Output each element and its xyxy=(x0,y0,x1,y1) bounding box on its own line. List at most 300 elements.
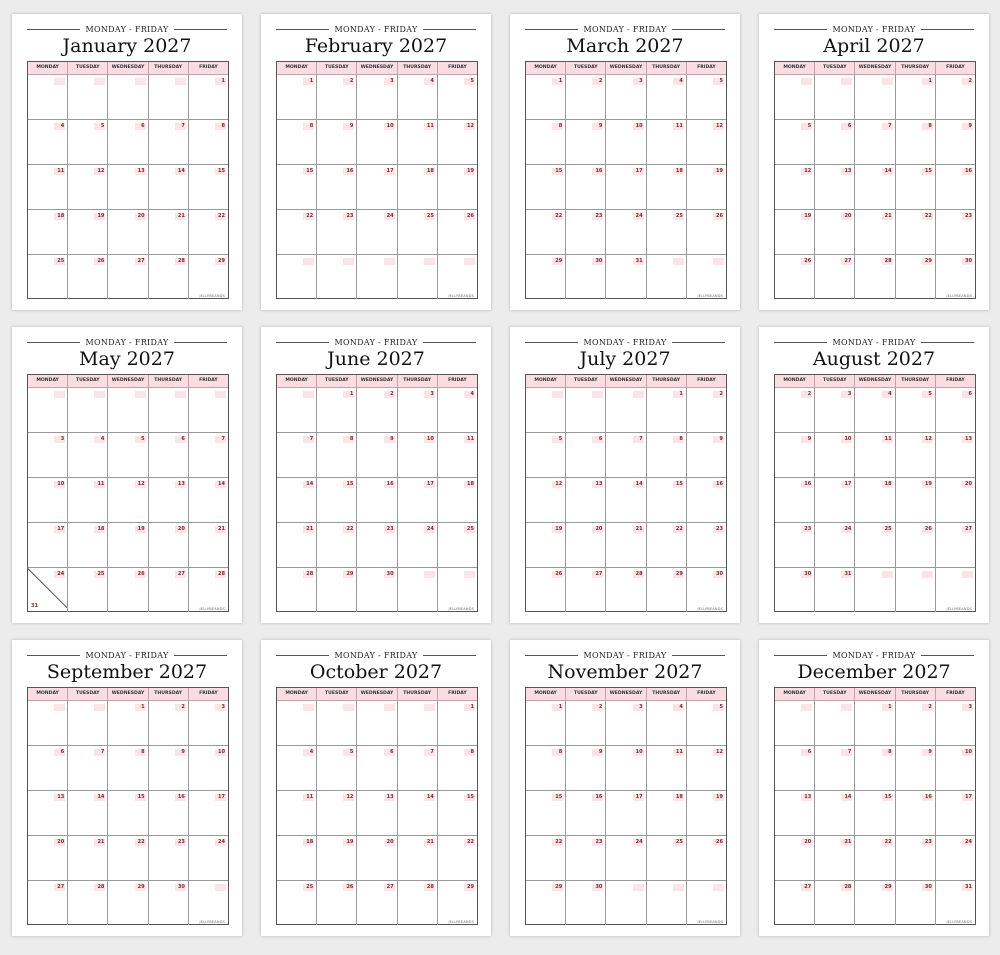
day-cell[interactable] xyxy=(28,75,67,119)
day-cell[interactable] xyxy=(895,791,935,835)
day-cell[interactable] xyxy=(935,523,975,567)
day-cell[interactable] xyxy=(854,478,894,522)
day-cell[interactable] xyxy=(854,881,894,925)
day-cell[interactable] xyxy=(28,568,67,612)
day-cell[interactable] xyxy=(526,836,565,880)
day-cell[interactable] xyxy=(397,568,437,612)
day-cell[interactable] xyxy=(814,568,854,612)
day-cell[interactable] xyxy=(397,255,437,299)
day-cell[interactable] xyxy=(895,746,935,790)
day-cell[interactable] xyxy=(28,388,67,432)
day-cell[interactable] xyxy=(188,75,228,119)
day-cell[interactable] xyxy=(814,210,854,254)
day-cell[interactable] xyxy=(28,836,67,880)
day-cell[interactable] xyxy=(775,701,814,745)
day-cell[interactable] xyxy=(526,120,565,164)
day-cell[interactable] xyxy=(67,75,107,119)
day-cell[interactable] xyxy=(605,433,645,477)
day-cell[interactable] xyxy=(686,746,726,790)
day-cell[interactable] xyxy=(854,568,894,612)
day-cell[interactable] xyxy=(895,836,935,880)
day-cell[interactable] xyxy=(67,433,107,477)
day-cell[interactable] xyxy=(397,120,437,164)
day-cell[interactable] xyxy=(28,255,67,299)
day-cell[interactable] xyxy=(895,210,935,254)
day-cell[interactable] xyxy=(148,255,188,299)
day-cell[interactable] xyxy=(437,881,477,925)
day-cell[interactable] xyxy=(935,210,975,254)
day-cell[interactable] xyxy=(646,255,686,299)
day-cell[interactable] xyxy=(565,433,605,477)
day-cell[interactable] xyxy=(148,388,188,432)
day-cell[interactable] xyxy=(895,523,935,567)
day-cell[interactable] xyxy=(356,523,396,567)
day-cell[interactable] xyxy=(28,478,67,522)
day-cell[interactable] xyxy=(316,791,356,835)
day-cell[interactable] xyxy=(356,568,396,612)
day-cell[interactable] xyxy=(316,881,356,925)
day-cell[interactable] xyxy=(565,836,605,880)
day-cell[interactable] xyxy=(188,791,228,835)
day-cell[interactable] xyxy=(526,568,565,612)
day-cell[interactable] xyxy=(437,523,477,567)
day-cell[interactable] xyxy=(277,478,316,522)
day-cell[interactable] xyxy=(437,120,477,164)
day-cell[interactable] xyxy=(437,701,477,745)
day-cell[interactable] xyxy=(646,75,686,119)
day-cell[interactable] xyxy=(895,165,935,209)
day-cell[interactable] xyxy=(526,433,565,477)
day-cell[interactable] xyxy=(854,701,894,745)
day-cell[interactable] xyxy=(565,478,605,522)
day-cell[interactable] xyxy=(526,255,565,299)
day-cell[interactable] xyxy=(148,881,188,925)
day-cell[interactable] xyxy=(316,478,356,522)
day-cell[interactable] xyxy=(277,255,316,299)
day-cell[interactable] xyxy=(854,836,894,880)
day-cell[interactable] xyxy=(28,120,67,164)
day-cell[interactable] xyxy=(646,523,686,567)
day-cell[interactable] xyxy=(526,881,565,925)
day-cell[interactable] xyxy=(565,210,605,254)
day-cell[interactable] xyxy=(356,388,396,432)
day-cell[interactable] xyxy=(935,791,975,835)
day-cell[interactable] xyxy=(67,881,107,925)
day-cell[interactable] xyxy=(605,746,645,790)
day-cell[interactable] xyxy=(188,165,228,209)
day-cell[interactable] xyxy=(686,836,726,880)
day-cell[interactable] xyxy=(686,881,726,925)
day-cell[interactable] xyxy=(895,120,935,164)
day-cell[interactable] xyxy=(148,523,188,567)
day-cell[interactable] xyxy=(646,836,686,880)
day-cell[interactable] xyxy=(107,120,147,164)
day-cell[interactable] xyxy=(316,210,356,254)
day-cell[interactable] xyxy=(107,568,147,612)
day-cell[interactable] xyxy=(686,433,726,477)
day-cell[interactable] xyxy=(397,523,437,567)
day-cell[interactable] xyxy=(277,388,316,432)
day-cell[interactable] xyxy=(854,210,894,254)
day-cell[interactable] xyxy=(148,433,188,477)
day-cell[interactable] xyxy=(437,210,477,254)
day-cell[interactable] xyxy=(316,836,356,880)
day-cell[interactable] xyxy=(814,478,854,522)
day-cell[interactable] xyxy=(67,120,107,164)
day-cell[interactable] xyxy=(605,255,645,299)
day-cell[interactable] xyxy=(397,746,437,790)
day-cell[interactable] xyxy=(526,478,565,522)
day-cell[interactable] xyxy=(935,701,975,745)
day-cell[interactable] xyxy=(775,791,814,835)
day-cell[interactable] xyxy=(646,388,686,432)
day-cell[interactable] xyxy=(526,75,565,119)
day-cell[interactable] xyxy=(437,791,477,835)
day-cell[interactable] xyxy=(397,881,437,925)
day-cell[interactable] xyxy=(935,388,975,432)
day-cell[interactable] xyxy=(437,433,477,477)
day-cell[interactable] xyxy=(775,388,814,432)
day-cell[interactable] xyxy=(605,523,645,567)
day-cell[interactable] xyxy=(895,75,935,119)
day-cell[interactable] xyxy=(565,255,605,299)
day-cell[interactable] xyxy=(526,165,565,209)
day-cell[interactable] xyxy=(356,165,396,209)
day-cell[interactable] xyxy=(107,523,147,567)
day-cell[interactable] xyxy=(148,836,188,880)
day-cell[interactable] xyxy=(28,210,67,254)
day-cell[interactable] xyxy=(277,433,316,477)
day-cell[interactable] xyxy=(605,881,645,925)
day-cell[interactable] xyxy=(935,165,975,209)
day-cell[interactable] xyxy=(814,75,854,119)
day-cell[interactable] xyxy=(686,701,726,745)
day-cell[interactable] xyxy=(775,255,814,299)
day-cell[interactable] xyxy=(526,388,565,432)
day-cell[interactable] xyxy=(565,165,605,209)
day-cell[interactable] xyxy=(646,478,686,522)
day-cell[interactable] xyxy=(775,478,814,522)
day-cell[interactable] xyxy=(565,120,605,164)
day-cell[interactable] xyxy=(28,523,67,567)
day-cell[interactable] xyxy=(188,701,228,745)
day-cell[interactable] xyxy=(437,388,477,432)
day-cell[interactable] xyxy=(565,881,605,925)
day-cell[interactable] xyxy=(188,523,228,567)
day-cell[interactable] xyxy=(565,388,605,432)
day-cell[interactable] xyxy=(935,881,975,925)
day-cell[interactable] xyxy=(188,568,228,612)
day-cell[interactable] xyxy=(397,388,437,432)
day-cell[interactable] xyxy=(605,165,645,209)
day-cell[interactable] xyxy=(397,165,437,209)
day-cell[interactable] xyxy=(28,433,67,477)
day-cell[interactable] xyxy=(188,478,228,522)
day-cell[interactable] xyxy=(526,523,565,567)
day-cell[interactable] xyxy=(814,746,854,790)
day-cell[interactable] xyxy=(854,523,894,567)
day-cell[interactable] xyxy=(107,836,147,880)
day-cell[interactable] xyxy=(605,478,645,522)
day-cell[interactable] xyxy=(854,255,894,299)
day-cell[interactable] xyxy=(67,568,107,612)
day-cell[interactable] xyxy=(67,478,107,522)
day-cell[interactable] xyxy=(935,568,975,612)
day-cell[interactable] xyxy=(854,791,894,835)
day-cell[interactable] xyxy=(686,478,726,522)
day-cell[interactable] xyxy=(686,120,726,164)
day-cell[interactable] xyxy=(188,120,228,164)
day-cell[interactable] xyxy=(646,791,686,835)
day-cell[interactable] xyxy=(107,210,147,254)
day-cell[interactable] xyxy=(188,433,228,477)
day-cell[interactable] xyxy=(148,791,188,835)
day-cell[interactable] xyxy=(28,746,67,790)
day-cell[interactable] xyxy=(854,75,894,119)
day-cell[interactable] xyxy=(148,75,188,119)
day-cell[interactable] xyxy=(316,433,356,477)
day-cell[interactable] xyxy=(107,433,147,477)
day-cell[interactable] xyxy=(935,746,975,790)
day-cell[interactable] xyxy=(437,75,477,119)
day-cell[interactable] xyxy=(277,746,316,790)
day-cell[interactable] xyxy=(437,746,477,790)
day-cell[interactable] xyxy=(107,255,147,299)
day-cell[interactable] xyxy=(526,701,565,745)
day-cell[interactable] xyxy=(814,523,854,567)
day-cell[interactable] xyxy=(605,120,645,164)
day-cell[interactable] xyxy=(397,210,437,254)
day-cell[interactable] xyxy=(277,523,316,567)
day-cell[interactable] xyxy=(28,791,67,835)
day-cell[interactable] xyxy=(854,433,894,477)
day-cell[interactable] xyxy=(814,881,854,925)
day-cell[interactable] xyxy=(605,791,645,835)
day-cell[interactable] xyxy=(814,388,854,432)
day-cell[interactable] xyxy=(107,881,147,925)
day-cell[interactable] xyxy=(277,881,316,925)
day-cell[interactable] xyxy=(895,881,935,925)
day-cell[interactable] xyxy=(895,478,935,522)
day-cell[interactable] xyxy=(67,165,107,209)
day-cell[interactable] xyxy=(148,478,188,522)
day-cell[interactable] xyxy=(277,836,316,880)
day-cell[interactable] xyxy=(397,701,437,745)
day-cell[interactable] xyxy=(646,568,686,612)
day-cell[interactable] xyxy=(188,255,228,299)
day-cell[interactable] xyxy=(775,523,814,567)
day-cell[interactable] xyxy=(277,120,316,164)
day-cell[interactable] xyxy=(895,433,935,477)
day-cell[interactable] xyxy=(397,433,437,477)
day-cell[interactable] xyxy=(316,165,356,209)
day-cell[interactable] xyxy=(895,701,935,745)
day-cell[interactable] xyxy=(565,791,605,835)
day-cell[interactable] xyxy=(277,165,316,209)
day-cell[interactable] xyxy=(814,165,854,209)
day-cell[interactable] xyxy=(107,791,147,835)
day-cell[interactable] xyxy=(686,165,726,209)
day-cell[interactable] xyxy=(895,255,935,299)
day-cell[interactable] xyxy=(188,746,228,790)
day-cell[interactable] xyxy=(646,433,686,477)
day-cell[interactable] xyxy=(605,210,645,254)
day-cell[interactable] xyxy=(67,701,107,745)
day-cell[interactable] xyxy=(895,388,935,432)
day-cell[interactable] xyxy=(277,791,316,835)
day-cell[interactable] xyxy=(686,75,726,119)
day-cell[interactable] xyxy=(646,165,686,209)
day-cell[interactable] xyxy=(356,433,396,477)
day-cell[interactable] xyxy=(775,120,814,164)
day-cell[interactable] xyxy=(814,701,854,745)
day-cell[interactable] xyxy=(188,836,228,880)
day-cell[interactable] xyxy=(605,701,645,745)
day-cell[interactable] xyxy=(775,881,814,925)
day-cell[interactable] xyxy=(526,210,565,254)
day-cell[interactable] xyxy=(895,568,935,612)
day-cell[interactable] xyxy=(775,836,814,880)
day-cell[interactable] xyxy=(67,255,107,299)
day-cell[interactable] xyxy=(316,120,356,164)
day-cell[interactable] xyxy=(854,746,894,790)
day-cell[interactable] xyxy=(188,881,228,925)
day-cell[interactable] xyxy=(397,75,437,119)
day-cell[interactable] xyxy=(854,165,894,209)
day-cell[interactable] xyxy=(316,523,356,567)
day-cell[interactable] xyxy=(775,746,814,790)
day-cell[interactable] xyxy=(646,120,686,164)
day-cell[interactable] xyxy=(356,836,396,880)
day-cell[interactable] xyxy=(28,701,67,745)
day-cell[interactable] xyxy=(277,75,316,119)
day-cell[interactable] xyxy=(67,746,107,790)
day-cell[interactable] xyxy=(526,746,565,790)
day-cell[interactable] xyxy=(686,210,726,254)
day-cell[interactable] xyxy=(565,568,605,612)
day-cell[interactable] xyxy=(935,120,975,164)
day-cell[interactable] xyxy=(107,478,147,522)
day-cell[interactable] xyxy=(646,746,686,790)
day-cell[interactable] xyxy=(935,75,975,119)
day-cell[interactable] xyxy=(565,701,605,745)
day-cell[interactable] xyxy=(316,568,356,612)
day-cell[interactable] xyxy=(814,836,854,880)
day-cell[interactable] xyxy=(356,120,396,164)
day-cell[interactable] xyxy=(935,433,975,477)
day-cell[interactable] xyxy=(67,791,107,835)
day-cell[interactable] xyxy=(356,478,396,522)
day-cell[interactable] xyxy=(316,746,356,790)
day-cell[interactable] xyxy=(356,746,396,790)
day-cell[interactable] xyxy=(107,388,147,432)
day-cell[interactable] xyxy=(356,791,396,835)
day-cell[interactable] xyxy=(107,75,147,119)
day-cell[interactable] xyxy=(775,568,814,612)
day-cell[interactable] xyxy=(814,791,854,835)
day-cell[interactable] xyxy=(437,568,477,612)
day-cell[interactable] xyxy=(277,701,316,745)
day-cell[interactable] xyxy=(437,478,477,522)
day-cell[interactable] xyxy=(686,523,726,567)
day-cell[interactable] xyxy=(854,120,894,164)
day-cell[interactable] xyxy=(605,75,645,119)
day-cell[interactable] xyxy=(935,255,975,299)
day-cell[interactable] xyxy=(148,210,188,254)
day-cell[interactable] xyxy=(526,791,565,835)
day-cell[interactable] xyxy=(277,210,316,254)
day-cell[interactable] xyxy=(356,255,396,299)
day-cell[interactable] xyxy=(148,746,188,790)
day-cell[interactable] xyxy=(356,881,396,925)
day-cell[interactable] xyxy=(565,75,605,119)
day-cell[interactable] xyxy=(316,75,356,119)
day-cell[interactable] xyxy=(316,255,356,299)
day-cell[interactable] xyxy=(67,523,107,567)
day-cell[interactable] xyxy=(686,568,726,612)
day-cell[interactable] xyxy=(148,165,188,209)
day-cell[interactable] xyxy=(935,836,975,880)
day-cell[interactable] xyxy=(775,433,814,477)
day-cell[interactable] xyxy=(188,388,228,432)
day-cell[interactable] xyxy=(646,701,686,745)
day-cell[interactable] xyxy=(107,746,147,790)
day-cell[interactable] xyxy=(67,836,107,880)
day-cell[interactable] xyxy=(277,568,316,612)
day-cell[interactable] xyxy=(686,791,726,835)
day-cell[interactable] xyxy=(148,701,188,745)
day-cell[interactable] xyxy=(437,165,477,209)
day-cell[interactable] xyxy=(28,881,67,925)
day-cell[interactable] xyxy=(935,478,975,522)
day-cell[interactable] xyxy=(67,210,107,254)
day-cell[interactable] xyxy=(605,568,645,612)
day-cell[interactable] xyxy=(437,255,477,299)
day-cell[interactable] xyxy=(646,881,686,925)
day-cell[interactable] xyxy=(107,165,147,209)
day-cell[interactable] xyxy=(775,75,814,119)
day-cell[interactable] xyxy=(107,701,147,745)
day-cell[interactable] xyxy=(316,388,356,432)
day-cell[interactable] xyxy=(356,210,396,254)
day-cell[interactable] xyxy=(686,388,726,432)
day-cell[interactable] xyxy=(565,523,605,567)
day-cell[interactable] xyxy=(686,255,726,299)
day-cell[interactable] xyxy=(397,836,437,880)
day-cell[interactable] xyxy=(605,388,645,432)
day-cell[interactable] xyxy=(854,388,894,432)
day-cell[interactable] xyxy=(646,210,686,254)
day-cell[interactable] xyxy=(775,165,814,209)
day-cell[interactable] xyxy=(67,388,107,432)
day-cell[interactable] xyxy=(28,165,67,209)
day-cell[interactable] xyxy=(814,120,854,164)
day-cell[interactable] xyxy=(188,210,228,254)
day-cell[interactable] xyxy=(814,255,854,299)
day-cell[interactable] xyxy=(565,746,605,790)
day-cell[interactable] xyxy=(356,701,396,745)
day-cell[interactable] xyxy=(397,478,437,522)
day-cell[interactable] xyxy=(356,75,396,119)
day-cell[interactable] xyxy=(148,568,188,612)
day-cell[interactable] xyxy=(814,433,854,477)
day-cell[interactable] xyxy=(605,836,645,880)
day-cell[interactable] xyxy=(397,791,437,835)
day-cell[interactable] xyxy=(775,210,814,254)
day-cell[interactable] xyxy=(437,836,477,880)
day-cell[interactable] xyxy=(316,701,356,745)
day-cell[interactable] xyxy=(148,120,188,164)
